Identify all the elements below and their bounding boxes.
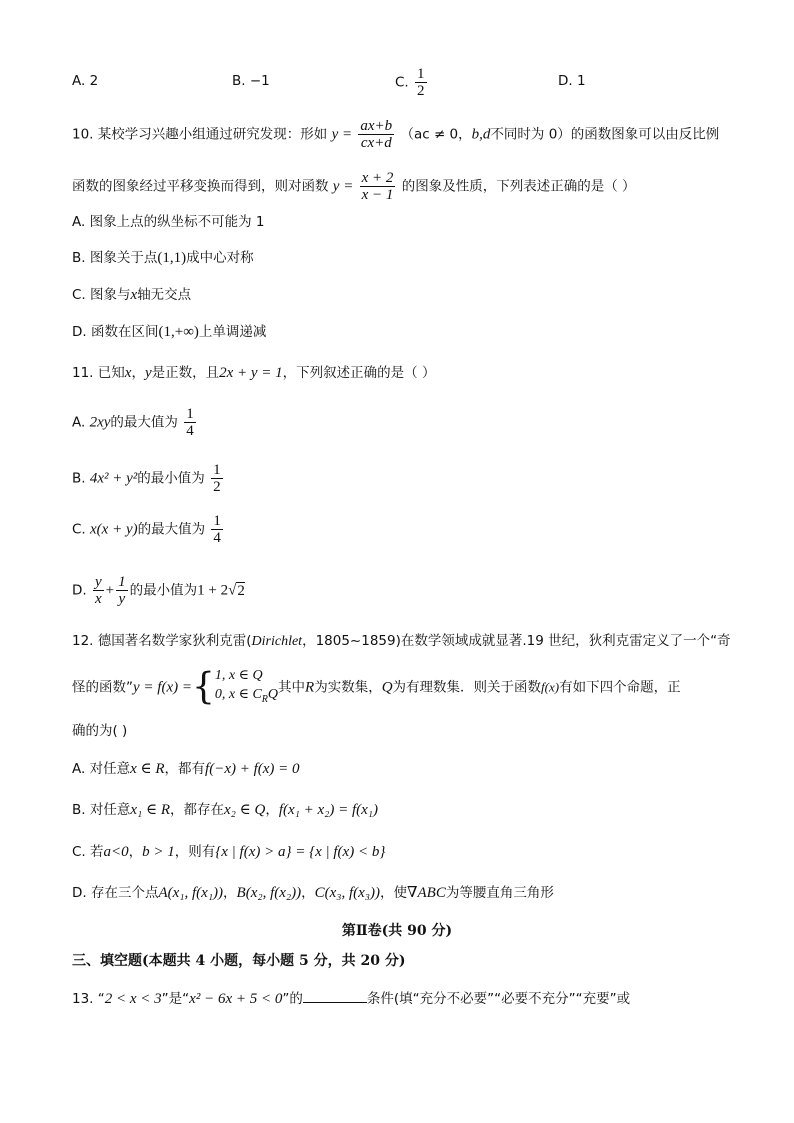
- q11-x: x: [124, 365, 132, 381]
- q10-y-eq: y =: [331, 126, 353, 143]
- q11-y: y: [144, 365, 152, 381]
- q12-case2: [215, 685, 278, 709]
- q11-b-text: 的最小值为: [137, 470, 205, 487]
- q10-b-text: B. 图象关于点: [72, 250, 158, 266]
- q12-c-text: C. 若: [72, 844, 104, 860]
- brace-symbol: {: [191, 666, 215, 708]
- fraction-numerator: ax+b: [360, 118, 393, 134]
- q11-a-fraction: [184, 406, 196, 439]
- q13-text: 13. “: [72, 991, 105, 1007]
- q12-a-math1: x ∈ R: [130, 761, 165, 777]
- q12-cases: [215, 666, 278, 709]
- q12-c-math2: b > 1: [142, 844, 175, 860]
- part2-heading: 第Ⅱ卷(共 90 分): [341, 923, 453, 939]
- q11-option-c: [72, 513, 225, 546]
- fraction-denominator: 4: [213, 530, 221, 546]
- q11-d-fraction2: [116, 574, 128, 607]
- q12-d-point-a: A(x₁, f(x₁)): [158, 885, 224, 901]
- q11-a-math: 2xy: [89, 414, 111, 431]
- q10-option-d: [72, 323, 266, 341]
- q13-post: 条件(填“充分不必要”“必要不充分”“充要”或: [366, 991, 631, 1007]
- q12-d-point-b: B(x₂, f(x₂)): [236, 885, 302, 901]
- answer-blank[interactable]: [303, 988, 367, 1003]
- q12-a-math2: f(−x) + f(x) = 0: [205, 761, 300, 777]
- fraction-denominator: 4: [186, 423, 194, 439]
- q11-comma: ，: [131, 365, 145, 381]
- q12-name: Dirichlet: [251, 634, 303, 649]
- q11-option-d: [72, 574, 245, 607]
- q9-option-c-label: C.: [395, 74, 409, 91]
- fraction-numerator: 1: [213, 513, 221, 529]
- q10-y-eq2: y =: [332, 178, 354, 195]
- q12-fx2: f(x): [541, 679, 560, 695]
- fraction-denominator: y: [118, 591, 126, 607]
- q12-option-a: [72, 760, 300, 778]
- q11-eq: 2x + y = 1: [219, 365, 283, 381]
- q12-case2-sub: R: [261, 693, 268, 705]
- q11-d-value: 1 + 2: [197, 582, 229, 599]
- fraction-denominator: 2: [417, 83, 425, 99]
- q11-text-post: ，下列叙述正确的是（ ）: [282, 365, 436, 381]
- q11-b-math: 4x² + y²: [89, 470, 138, 487]
- sqrt-symbol: √: [228, 582, 237, 599]
- q9-option-c-fraction: [415, 66, 427, 99]
- q10-stem-line2: [72, 170, 636, 203]
- q10-b-post: 成中心对称: [186, 250, 254, 266]
- section3-heading: 三、填空题(本题共 4 小题，每小题 5 分，共 20 分): [72, 953, 406, 969]
- q11-d-fraction1: [93, 574, 104, 607]
- q10-d-math: (1,+∞): [158, 324, 199, 340]
- q11-a-text: 的最大值为: [110, 414, 178, 431]
- q10-stem-line1: [72, 118, 719, 151]
- q12-b-text: B. 对任意: [72, 802, 131, 818]
- q11-b-fraction: [211, 462, 223, 495]
- q10-c-post: 轴无交点: [137, 287, 192, 303]
- q12-case2-text: 0, x ∈ C: [214, 687, 262, 702]
- q11-c-text: 的最大值为: [137, 521, 206, 538]
- q12-d-mid: ，使: [380, 885, 408, 901]
- q12-d-triangle: ∇ABC: [407, 885, 446, 901]
- q10-fraction: [358, 118, 394, 151]
- fraction-denominator: cx+d: [360, 135, 392, 151]
- fraction-denominator: x − 1: [361, 187, 394, 203]
- q9-option-b: B. −1: [232, 73, 270, 89]
- q10-d-post: 上单调递减: [198, 324, 267, 340]
- q11-c-label: C.: [72, 521, 86, 538]
- q12-d-text: D. 存在三个点: [72, 885, 159, 901]
- fraction-denominator: 2: [213, 479, 221, 495]
- q12-text: 12. 德国著名数学家狄利克雷(: [72, 633, 252, 649]
- q12-b-math1: x₁ ∈ R: [130, 802, 170, 818]
- fraction-numerator: x + 2: [361, 170, 394, 186]
- q10-bd: b,d: [471, 126, 491, 143]
- q11-a-label: A.: [72, 414, 86, 431]
- q10-condition: （ac ≠ 0，: [400, 126, 472, 143]
- q10-text: 10. 某校学习兴趣小组通过研究发现：形如: [72, 126, 328, 143]
- q9-option-d: D. 1: [558, 73, 586, 89]
- q12-b-math2: x₂ ∈ Q: [224, 802, 266, 818]
- q12-text-post: ，1805~1859)在数学领域成就显著.19 世纪，狄利克雷定义了一个“奇: [302, 633, 731, 649]
- q10-text2-post: 的图象及性质，下列表述正确的是（ ）: [401, 178, 636, 195]
- fraction-numerator: 1: [186, 406, 194, 422]
- q12-b-mid: ，都存在: [170, 802, 224, 818]
- q13-stem: [72, 988, 630, 1008]
- q12-d-sep2: ，: [301, 885, 315, 901]
- q12-Q: Q: [381, 679, 393, 696]
- q11-c-math: x(x + y): [90, 521, 138, 538]
- q10-fraction2: [360, 170, 396, 203]
- q11-text: 11. 已知: [72, 365, 125, 381]
- q10-option-b: [72, 249, 254, 267]
- fraction-numerator: 1: [118, 574, 126, 590]
- q12-c-math1: a<0: [103, 844, 129, 860]
- q11-text-mid: 是正数，且: [151, 365, 220, 381]
- fraction-numerator: 1: [417, 66, 425, 82]
- q13-math2: x² − 6x + 5 < 0: [189, 991, 283, 1007]
- q9-option-a: A. 2: [72, 73, 99, 89]
- q12-option-d: [72, 884, 554, 902]
- q12-c-math3: {x | f(x) > a} = {x | f(x) < b}: [215, 844, 386, 860]
- q10-c-text: C. 图象与: [72, 287, 131, 303]
- q12-text-mid: 其中: [278, 679, 306, 696]
- q12-text2: 怪的函数”: [72, 679, 133, 696]
- fraction-numerator: 1: [213, 462, 221, 478]
- q11-d-label: D.: [72, 582, 87, 599]
- q12-option-c: [72, 843, 385, 861]
- q12-stem-line1: [72, 632, 731, 651]
- q12-a-mid: ，都有: [164, 761, 206, 777]
- q10-option-c: [72, 286, 191, 304]
- q12-b-mid2: ，: [265, 802, 279, 818]
- q12-text-post2: 有如下四个命题，正: [559, 679, 681, 696]
- q13-math1: 2 < x < 3: [104, 991, 162, 1007]
- q12-d-post: 为等腰直角三角形: [445, 885, 554, 901]
- q12-stem-line3: 确的为( ): [72, 723, 128, 739]
- q12-case2-post: Q: [267, 687, 279, 702]
- q12-case1: 1, x ∈ Q: [214, 668, 263, 683]
- q11-b-label: B.: [72, 470, 86, 487]
- q10-d-text: D. 函数在区间: [72, 324, 159, 340]
- q12-text-mid2: 为实数集，: [314, 679, 382, 696]
- q10-text2: 函数的图象经过平移变换而得到，则对函数: [72, 178, 329, 195]
- q11-c-fraction: [211, 513, 223, 546]
- q12-c-mid: ，: [128, 844, 143, 860]
- q13-mid2: ”的: [282, 991, 303, 1007]
- q12-d-point-c: C(x₃, f(x₃)): [314, 885, 381, 901]
- q12-b-math3: f(x₁ + x₂) = f(x₁): [278, 802, 378, 818]
- q12-text-mid3: 为有理数集．则关于函数: [392, 679, 542, 696]
- q10-text-post: 不同时为 0）的函数图象可以由反比例: [490, 126, 720, 143]
- q12-fx: y = f(x) =: [133, 679, 192, 696]
- q10-b-math: (1,1): [157, 250, 187, 266]
- q12-option-b: [72, 801, 378, 819]
- q11-d-radicand: 2: [237, 582, 245, 599]
- q12-c-mid2: ，则有: [174, 844, 216, 860]
- q12-d-sep: ，: [223, 885, 237, 901]
- q11-stem: [72, 364, 435, 382]
- q10-option-a: A. 图象上点的纵坐标不可能为 1: [72, 214, 265, 230]
- q11-option-a: [72, 406, 198, 439]
- q12-R: R: [305, 679, 315, 696]
- q12-stem-line2: [72, 666, 681, 709]
- q9-option-c: [395, 66, 429, 99]
- q13-mid: ”是“: [161, 991, 190, 1007]
- q11-option-b: [72, 462, 225, 495]
- fraction-denominator: x: [94, 591, 102, 607]
- q11-d-text: 的最小值为: [129, 582, 198, 599]
- q11-d-plus: +: [105, 582, 115, 599]
- fraction-numerator: y: [94, 574, 102, 590]
- q10-c-x: x: [130, 287, 138, 303]
- q12-a-text: A. 对任意: [72, 761, 131, 777]
